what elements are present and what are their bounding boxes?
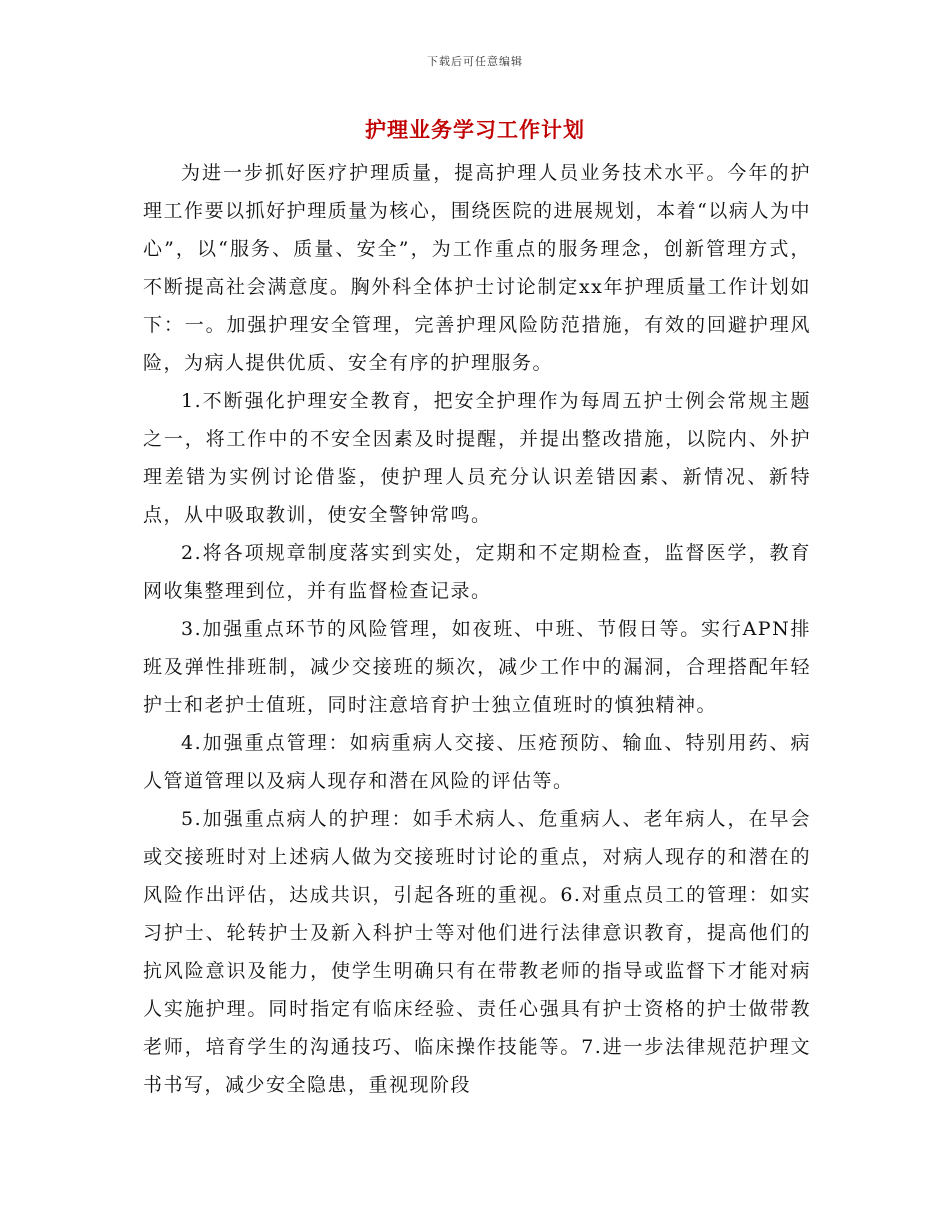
paragraph-intro: 为进一步抓好医疗护理质量，提高护理人员业务技术水平。今年的护理工作要以抓好护理质量为核心，围绕医院的进展规划，本着“以病人为中心”，以“服务、质量、安全”，为工作重点的服务理念，创新管理方式，不断提高社会满意度。胸外科全体护士讨论制定xx年护理质量工作计划如下：一。加强护理安全管理，完善护理风险防范措施，有效的回避护理风险，为病人提供优质、安全有序的护理服务。 bbox=[143, 162, 811, 374]
header-note: 下载后可任意编辑 bbox=[427, 55, 523, 68]
paragraph-item-1: 1.不断强化护理安全教育，把安全护理作为每周五护士例会常规主题之一，将工作中的不安全因素及时提醒，并提出整改措施，以院内、外护理差错为实例讨论借鉴，使护理人员充分认识差错因素、新情况、新特点，从中吸取教训，使安全警钟常鸣。 bbox=[143, 390, 811, 526]
paragraph-item-3: 3.加强重点环节的风险管理，如夜班、中班、节假日等。实行APN排班及弹性排班制，减少交接班的频次，减少工作中的漏洞，合理搭配年轻护士和老护士值班，同时注意培育护士独立值班时的慎独精神。 bbox=[143, 618, 811, 716]
paragraph-item-4: 4.加强重点管理：如病重病人交接、压疮预防、输血、特别用药、病人管道管理以及病人现存和潜在风险的评估等。 bbox=[143, 732, 811, 792]
document-body bbox=[143, 154, 811, 1104]
paragraph-item-5: 5.加强重点病人的护理：如手术病人、危重病人、老年病人，在早会或交接班时对上述病人做为交接班时讨论的重点，对病人现存的和潜在的风险作出评估，达成共识，引起各班的重视。6.对重点员工的管理：如实习护士、轮转护士及新入科护士等对他们进行法律意识教育，提高他们的抗风险意识及能力，使学生明确只有在带教老师的指导或监督下才能对病人实施护理。同时指定有临床经验、责任心强具有护士资格的护士做带教老师，培育学生的沟通技巧、临床操作技能等。7.进一步法律规范护理文书书写，减少安全隐患，重视现阶段 bbox=[143, 808, 811, 1096]
paragraph-item-2: 2.将各项规章制度落实到实处，定期和不定期检查，监督医学，教育网收集整理到位，并有监督检查记录。 bbox=[143, 542, 811, 602]
document-title: 护理业务学习工作计划 bbox=[365, 117, 585, 142]
